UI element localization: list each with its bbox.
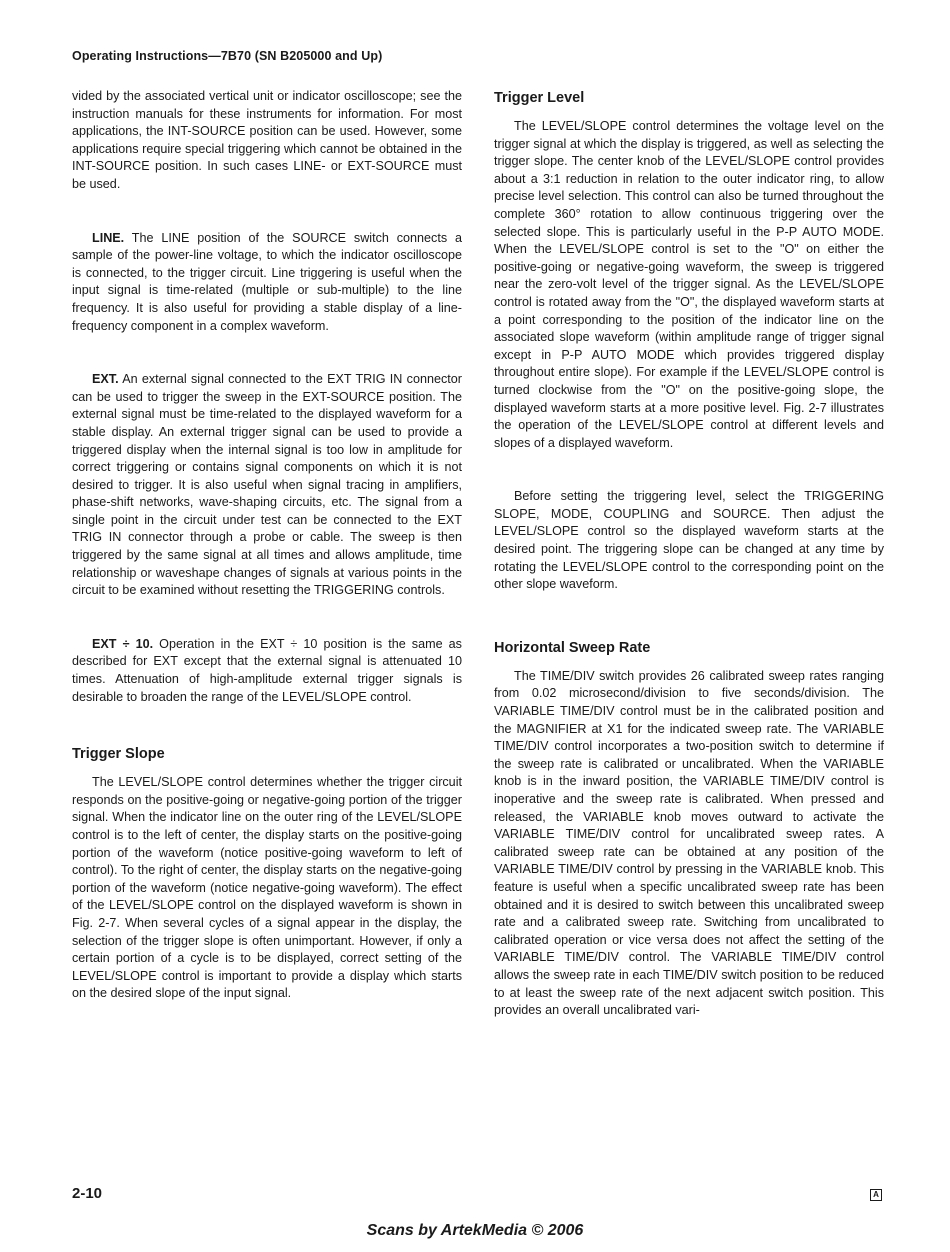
running-header: Operating Instructions—7B70 (SN B205000 and Up) [72, 49, 383, 63]
ext10-text: Operation in the EXT ÷ 10 position is the same as described for EXT except that the external signal is attenuated 10 times. Attenuation of high-amplitude external trigger signals is desirable to broaden the range of the LEVEL/SLOPE control. [72, 636, 462, 704]
trigger-slope-paragraph: The LEVEL/SLOPE control determines whether the trigger circuit responds on the positive-going or negative-going portion of the trigger signal. When the indicator line on the outer ring of the LEVEL/SLOPE control is to the left of center, the display starts on the positive-going portion of the waveform (notice positive-going waveform to left of control). To the right of center, the display starts on the negative-going portion of the waveform (notice negative-going waveform). The effect of the LEVEL/SLOPE control on the displayed waveform is shown in Fig. 2-7. When several cycles of a signal appear in the display, the selection of the trigger slope is often unimportant. However, if only a certain portion of a cycle is to be displayed, correct setting of the LEVEL/SLOPE control is important to provide a display which starts on the desired slope of the input signal. [72, 775, 462, 1001]
ext-text: An external signal connected to the EXT TRIG IN connector can be used to trigger the sweep in the EXT-SOURCE position. The external signal must be time-related to the displayed waveform for a stable display. An external trigger signal can be used to provide a triggered display when the internal signal is too low in amplitude for correct triggering or contains signal components on which it is not desired to trigger. It is also useful when signal tracing in amplifiers, phase-shift networks, wave-shaping circuits, etc. The signal from a single point in the circuit under test can be connected to the EXT TRIG IN connector through a probe or cable. The sweep is then triggered by the same signal at all times and allows amplitude, time relationship or waveshape changes of signals at various points in the circuit to be examined without resetting the TRIGGERING controls. [72, 372, 462, 598]
page-number: 2-10 [72, 1185, 103, 1202]
ext-lead: EXT. [92, 372, 119, 387]
ext10-lead: EXT ÷ 10. [92, 636, 154, 651]
horizontal-sweep-paragraph: The TIME/DIV switch provides 26 calibrated sweep rates ranging from 0.02 microsecond/division to five seconds/division. The VARIABLE TIME/DIV control must be in the calibrated position and the MAGNIFIER at X1 for the indicated sweep rate. The VARIABLE TIME/DIV control incorporates a two-position switch to determine if the sweep rate is calibrated or uncalibrated. When the VARIABLE knob is in the inward position, the VARIABLE TIME/DIV control is inoperative and the sweep rate is calibrated. When pressed and released, the VARIABLE knob moves outward to activate the VARIABLE TIME/DIV control for uncalibrated sweep rates. A calibrated sweep rate can be obtained at any position of the VARIABLE TIME/DIV control by pressing in the VARIABLE knob. This feature is useful when a specific uncalibrated sweep rate has been obtained and it is desired to switch between this uncalibrated sweep rate and a calibrated sweep rate. Switching from uncalibrated to calibrated operation or vice versa does not affect the setting of the VARIABLE TIME/DIV control. The VARIABLE TIME/DIV control allows the sweep rate in each TIME/DIV switch position to be reduced to at least the sweep rate of the next adjacent switch position. This provides an overall uncalibrated vari- [494, 668, 884, 1018]
right-column [494, 88, 884, 1020]
ext10-paragraph [72, 636, 462, 706]
revision-mark: A [870, 1189, 882, 1201]
trigger-level-heading: Trigger Level [494, 90, 585, 106]
trigger-level-paragraph: The LEVEL/SLOPE control determines the voltage level on the trigger signal at which the display is triggered, as well as selecting the trigger slope. The center knob of the LEVEL/SLOPE control provides about a 3:1 reduction in relation to the outer indicator ring, to allow precise level selection. This control can also be turned throughout the complete 360° rotation to allow continuous triggering over the selected slope. This is particularly useful in the P-P AUTO MODE. When the LEVEL/SLOPE control is set to the "O" on either the positive-going or negative-going waveform, the sweep is triggered near the zero-volt level of the trigger signal. As the LEVEL/SLOPE control is rotated away from the "O", the displayed waveform starts at a point corresponding to the position of the indicator line on the associated slope waveform (within amplitude range of trigger signal except in P-P AUTO MODE which provides triggered display throughout entire slope). For example if the LEVEL/SLOPE control is turned clockwise from the "O" on the positive-going slope, the displayed waveform starts at a more positive level. Fig. 2-7 illustrates the operation of the LEVEL/SLOPE control at different levels and slopes of a displayed waveform. [494, 119, 884, 450]
scan-credit: Scans by ArtekMedia © 2006 [366, 1222, 584, 1239]
ext-paragraph [72, 371, 462, 600]
line-lead: LINE. [92, 230, 125, 245]
line-text: The LINE position of the SOURCE switch connects a sample of the power-line voltage, to which the indicator oscilloscope is connected, to the trigger circuit. Line triggering is useful when the input signal is time-related (multiple or sub-multiple) to the line frequency. It is also useful for providing a stable display of a line-frequency component in a complex waveform. [72, 230, 462, 333]
left-column [72, 88, 462, 1003]
horizontal-sweep-heading: Horizontal Sweep Rate [494, 639, 651, 656]
before-setting-paragraph: Before setting the triggering level, select the TRIGGERING SLOPE, MODE, COUPLING and SOURCE. Then adjust the LEVEL/SLOPE control so the displayed waveform starts at the desired point. The triggering slope can be changed at any time by rotating the LEVEL/SLOPE control to the corresponding point on the other slope waveform. [494, 489, 884, 592]
continued-paragraph: vided by the associated vertical unit or indicator oscilloscope; see the instruction manuals for these instruments for information. For most applications, the INT-SOURCE position can be used. However, some applications require special triggering which cannot be obtained in the INT-SOURCE position. In such cases LINE- or EXT-SOURCE must be used. [72, 89, 462, 191]
trigger-slope-heading: Trigger Slope [72, 746, 165, 763]
line-paragraph [72, 230, 462, 336]
